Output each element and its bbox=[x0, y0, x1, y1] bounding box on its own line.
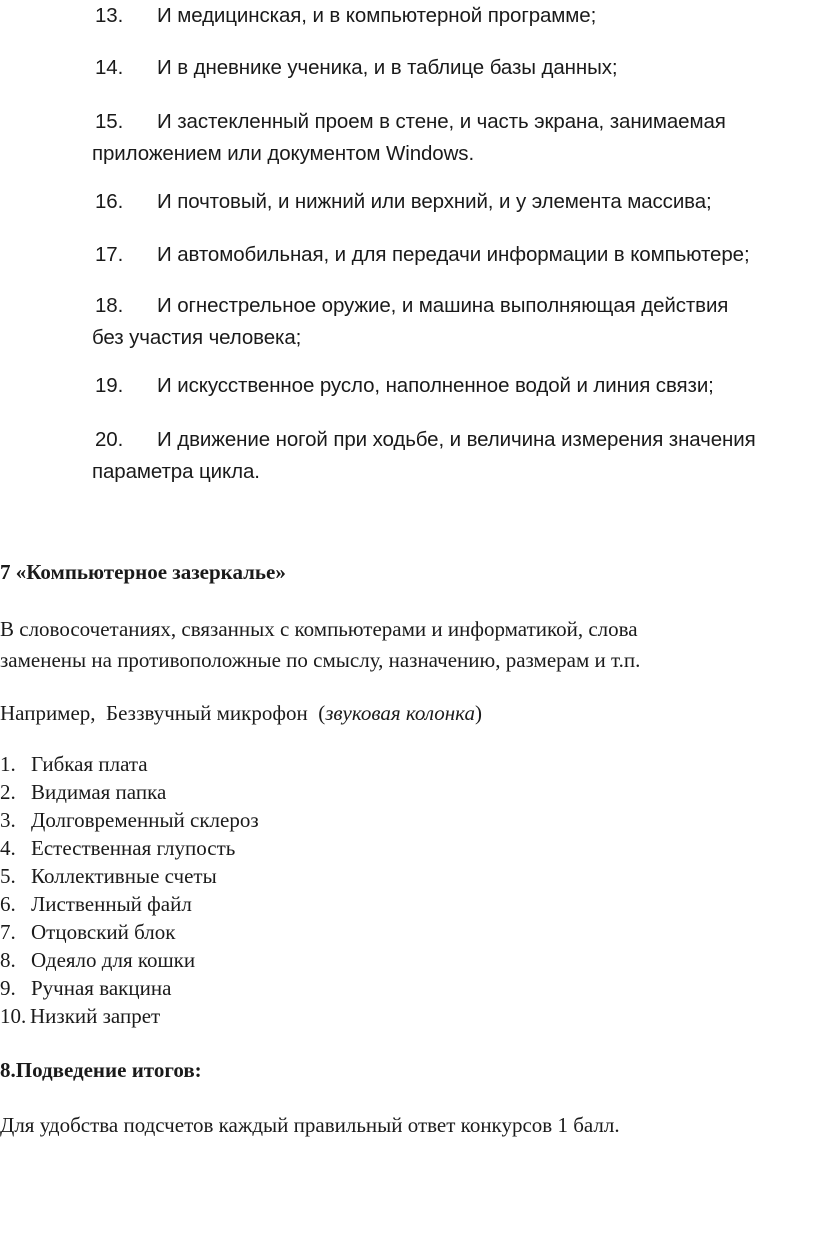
list-item-text: Ручная вакцина bbox=[31, 976, 172, 1000]
section-7-intro bbox=[0, 614, 816, 676]
list-item bbox=[0, 946, 400, 974]
list-item-16 bbox=[95, 186, 816, 218]
list-item bbox=[0, 862, 400, 890]
list-item-13 bbox=[95, 0, 816, 32]
list-item-number: 17. bbox=[95, 243, 124, 266]
list-item-number: 19. bbox=[95, 374, 124, 397]
list-item-text: И в дневнике ученика, и в таблице базы данных; bbox=[157, 56, 618, 79]
list-item-text: Лиственный файл bbox=[31, 892, 192, 916]
example-answer: звуковая колонка bbox=[325, 701, 475, 725]
list-item-number: 14. bbox=[95, 56, 124, 79]
section-7-example bbox=[0, 698, 816, 729]
list-item-15 bbox=[92, 106, 816, 170]
list-item-number: 10. bbox=[0, 1004, 27, 1028]
list-item-continuation: параметра цикла. bbox=[92, 460, 260, 483]
list-item-text: И почтовый, и нижний или верхний, и у элемента массива; bbox=[157, 190, 712, 213]
list-item-number: 13. bbox=[95, 4, 124, 27]
list-item-20 bbox=[92, 424, 816, 488]
list-item-text: Отцовский блок bbox=[31, 920, 176, 944]
list-item-text: Коллективные счеты bbox=[31, 864, 217, 888]
list-item-number: 5. bbox=[0, 864, 16, 888]
list-item-number: 20. bbox=[95, 428, 124, 451]
list-item bbox=[0, 1002, 400, 1030]
list-item-continuation: приложением или документом Windows. bbox=[92, 142, 475, 165]
list-item bbox=[0, 806, 400, 834]
list-item bbox=[0, 750, 400, 778]
section-8-text: Для удобства подсчетов каждый правильный ответ конкурсов 1 балл. bbox=[0, 1113, 620, 1137]
list-item-17 bbox=[95, 239, 816, 271]
list-item-text: И искусственное русло, наполненное водой и линия связи; bbox=[157, 374, 714, 397]
list-item-number: 9. bbox=[0, 976, 16, 1000]
list-item-text: И медицинская, и в компьютерной программе; bbox=[157, 4, 597, 27]
list-item-number: 2. bbox=[0, 780, 16, 804]
list-item-text: Одеяло для кошки bbox=[31, 948, 196, 972]
list-item-number: 16. bbox=[95, 190, 124, 213]
list-item-text: Естественная глупость bbox=[31, 836, 236, 860]
list-item-text: Видимая папка bbox=[31, 780, 167, 804]
intro-line-1: В словосочетаниях, связанных с компьютерами и информатикой, слова bbox=[0, 617, 638, 641]
list-item-number: 8. bbox=[0, 948, 16, 972]
section-7-heading: 7 «Компьютерное зазеркалье» bbox=[0, 560, 286, 584]
list-item bbox=[0, 918, 400, 946]
list-item-text: И застекленный проем в стене, и часть экрана, занимаемая bbox=[157, 110, 726, 133]
list-item-number: 6. bbox=[0, 892, 16, 916]
list-item-number: 1. bbox=[0, 752, 16, 776]
list-item-14 bbox=[95, 52, 816, 84]
list-item bbox=[0, 974, 400, 1002]
list-item-number: 18. bbox=[95, 294, 124, 317]
list-item-text: Низкий запрет bbox=[30, 1004, 161, 1028]
list-item-number: 3. bbox=[0, 808, 16, 832]
list-item-number: 7. bbox=[0, 920, 16, 944]
list-item-text: И движение ногой при ходьбе, и величина измерения значения bbox=[157, 428, 756, 451]
list-item bbox=[0, 890, 400, 918]
intro-line-2: заменены на противоположные по смыслу, назначению, размерам и т.п. bbox=[0, 648, 641, 672]
section-8-heading: 8.Подведение итогов: bbox=[0, 1058, 202, 1082]
list-item-text: Гибкая плата bbox=[31, 752, 148, 776]
list-item-text: И автомобильная, и для передачи информации в компьютере; bbox=[157, 243, 750, 266]
example-prefix: Например, Беззвучный микрофон ( bbox=[0, 701, 326, 725]
list-item-text: И огнестрельное оружие, и машина выполняющая действия bbox=[157, 294, 729, 317]
list-item-19 bbox=[95, 370, 816, 402]
list-item bbox=[0, 834, 400, 862]
list-item-18 bbox=[92, 290, 816, 354]
example-suffix: ) bbox=[474, 701, 482, 725]
list-item-number: 15. bbox=[95, 110, 124, 133]
list-item-text: Долговременный склероз bbox=[31, 808, 259, 832]
list-item-number: 4. bbox=[0, 836, 16, 860]
list-item bbox=[0, 778, 400, 806]
list-item-continuation: без участия человека; bbox=[92, 326, 302, 349]
